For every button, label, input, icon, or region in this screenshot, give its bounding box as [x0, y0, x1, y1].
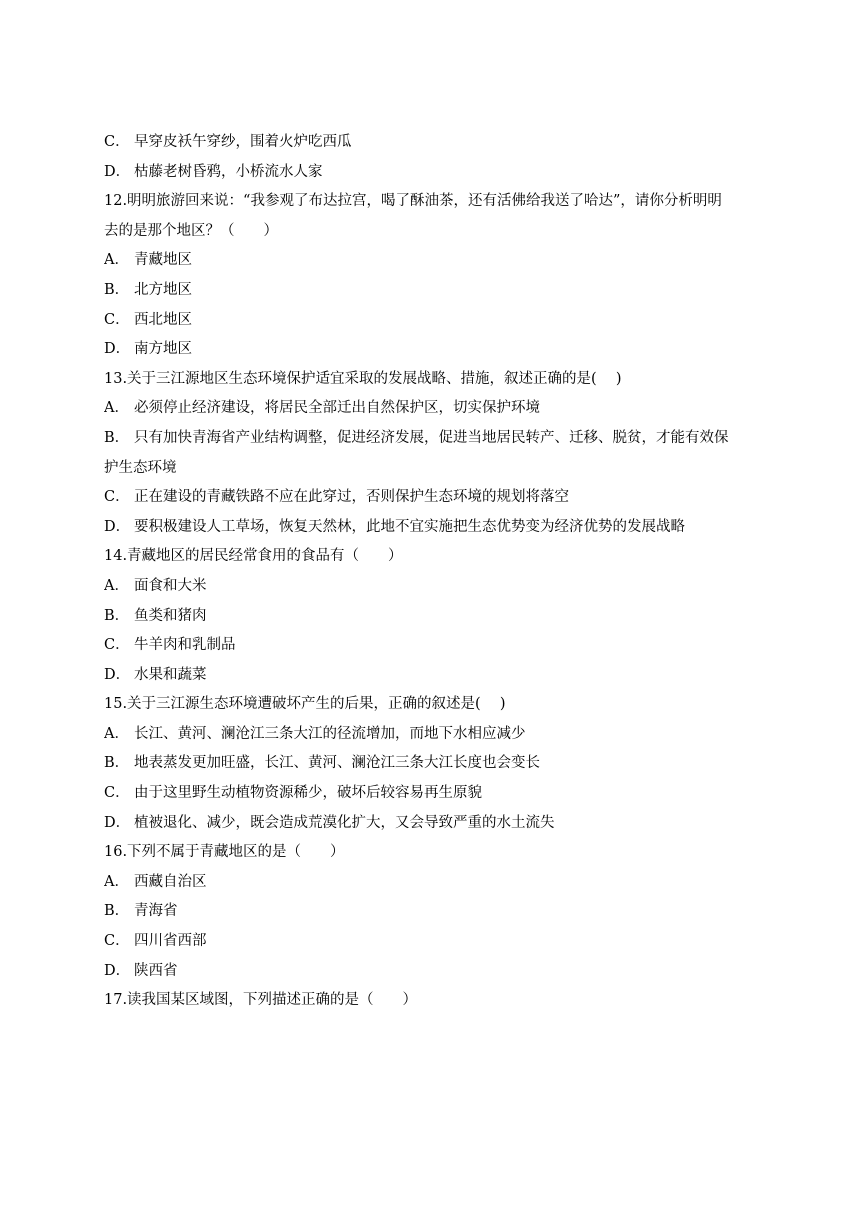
- option-b: [104, 602, 762, 632]
- question-12-stem: 12.明明旅游回来说：“我参观了布达拉宫，喝了酥油茶，还有活佛给我送了哈达”，请你分析明明: [104, 193, 722, 210]
- option-text: 早穿皮袄午穿纱，围着火炉吃西瓜: [134, 134, 352, 150]
- option-text: 鱼类和猪肉: [134, 607, 207, 624]
- option-letter: D．: [104, 962, 131, 979]
- option-text: 地表蒸发更加旺盛，长江、黄河、澜沧江三条大江长度也会变长: [134, 755, 540, 772]
- option-letter: B．: [104, 607, 130, 624]
- question-content: [104, 128, 762, 1016]
- option-letter: A．: [104, 725, 129, 742]
- option-text: 由于这里野生动植物资源稀少，破坏后较容易再生原貌: [134, 785, 482, 802]
- option-text: 长江、黄河、澜沧江三条大江的径流增加，而地下水相应减少: [134, 725, 526, 742]
- option-letter: C．: [104, 637, 130, 654]
- option-a: [104, 394, 762, 424]
- option-d: [104, 661, 762, 691]
- option-text: 正在建设的青藏铁路不应在此穿过，否则保护生态环境的规划将落空: [134, 489, 569, 506]
- option-text: 南方地区: [134, 341, 192, 358]
- question-14-stem: 14.青藏地区的居民经常食用的食品有（ ）: [104, 548, 403, 565]
- option-letter: C．: [104, 134, 130, 150]
- question-13-stem: 13.关于三江源地区生态环境保护适宜采取的发展战略、措施，叙述正确的是( ): [104, 370, 622, 387]
- option-letter: D．: [104, 518, 131, 535]
- option-a: [104, 720, 762, 750]
- option-b-continued: 护生态环境: [104, 459, 177, 476]
- option-d: [104, 158, 762, 188]
- option-b: [104, 897, 762, 927]
- option-letter: D．: [104, 341, 131, 358]
- option-letter: A．: [104, 400, 129, 417]
- option-d: [104, 513, 762, 543]
- option-text: 四川省西部: [134, 933, 207, 950]
- option-letter: A．: [104, 873, 129, 890]
- option-text: 水果和蔬菜: [134, 666, 207, 683]
- option-letter: B．: [104, 281, 130, 298]
- option-d: [104, 809, 762, 839]
- option-text: 枯藤老树昏鸦，小桥流水人家: [134, 163, 323, 180]
- option-letter: B．: [104, 755, 130, 772]
- option-text: 面食和大米: [134, 577, 207, 594]
- question-16-stem: 16.下列不属于青藏地区的是（ ）: [104, 844, 345, 861]
- option-b: [104, 749, 762, 779]
- option-text: 陕西省: [134, 962, 178, 979]
- option-letter: B．: [104, 903, 130, 920]
- option-text: 青海省: [134, 903, 178, 920]
- question-15-stem: 15.关于三江源生态环境遭破坏产生的后果，正确的叙述是( ): [104, 696, 506, 713]
- option-b: [104, 424, 762, 454]
- option-letter: D．: [104, 814, 131, 831]
- option-c: [104, 306, 762, 336]
- option-letter: B．: [104, 429, 130, 446]
- option-text: 西藏自治区: [134, 873, 207, 890]
- option-c: [104, 631, 762, 661]
- option-d: [104, 957, 762, 987]
- option-text: 要积极建设人工草场，恢复天然林，此地不宜实施把生态优势变为经济优势的发展战略: [134, 518, 685, 535]
- option-letter: C．: [104, 489, 130, 506]
- option-a: [104, 868, 762, 898]
- option-letter: C．: [104, 785, 130, 802]
- option-text: 牛羊肉和乳制品: [134, 637, 236, 654]
- option-letter: D．: [104, 163, 131, 180]
- question-17-stem: 17.读我国某区域图，下列描述正确的是（ ）: [104, 992, 418, 1009]
- option-a: [104, 246, 762, 276]
- option-letter: A．: [104, 252, 129, 269]
- option-letter: C．: [104, 311, 130, 328]
- option-text: 青藏地区: [134, 252, 192, 269]
- option-b: [104, 276, 762, 306]
- option-text: 北方地区: [134, 281, 192, 298]
- option-text: 植被退化、减少，既会造成荒漠化扩大，又会导致严重的水土流失: [134, 814, 555, 831]
- option-text: 必须停止经济建设，将居民全部迁出自然保护区，切实保护环境: [134, 400, 540, 417]
- question-12-stem-continued: 去的是那个地区？（ ）: [104, 222, 278, 239]
- option-c: [104, 128, 762, 158]
- option-c: [104, 483, 762, 513]
- option-c: [104, 927, 762, 957]
- option-letter: C．: [104, 933, 130, 950]
- option-d: [104, 335, 762, 365]
- option-text: 西北地区: [134, 311, 192, 328]
- option-letter: A．: [104, 577, 129, 594]
- option-c: [104, 779, 762, 809]
- option-a: [104, 572, 762, 602]
- option-letter: D．: [104, 666, 131, 683]
- option-text: 只有加快青海省产业结构调整，促进经济发展，促进当地居民转产、迁移、脱贫，才能有效保: [134, 429, 729, 446]
